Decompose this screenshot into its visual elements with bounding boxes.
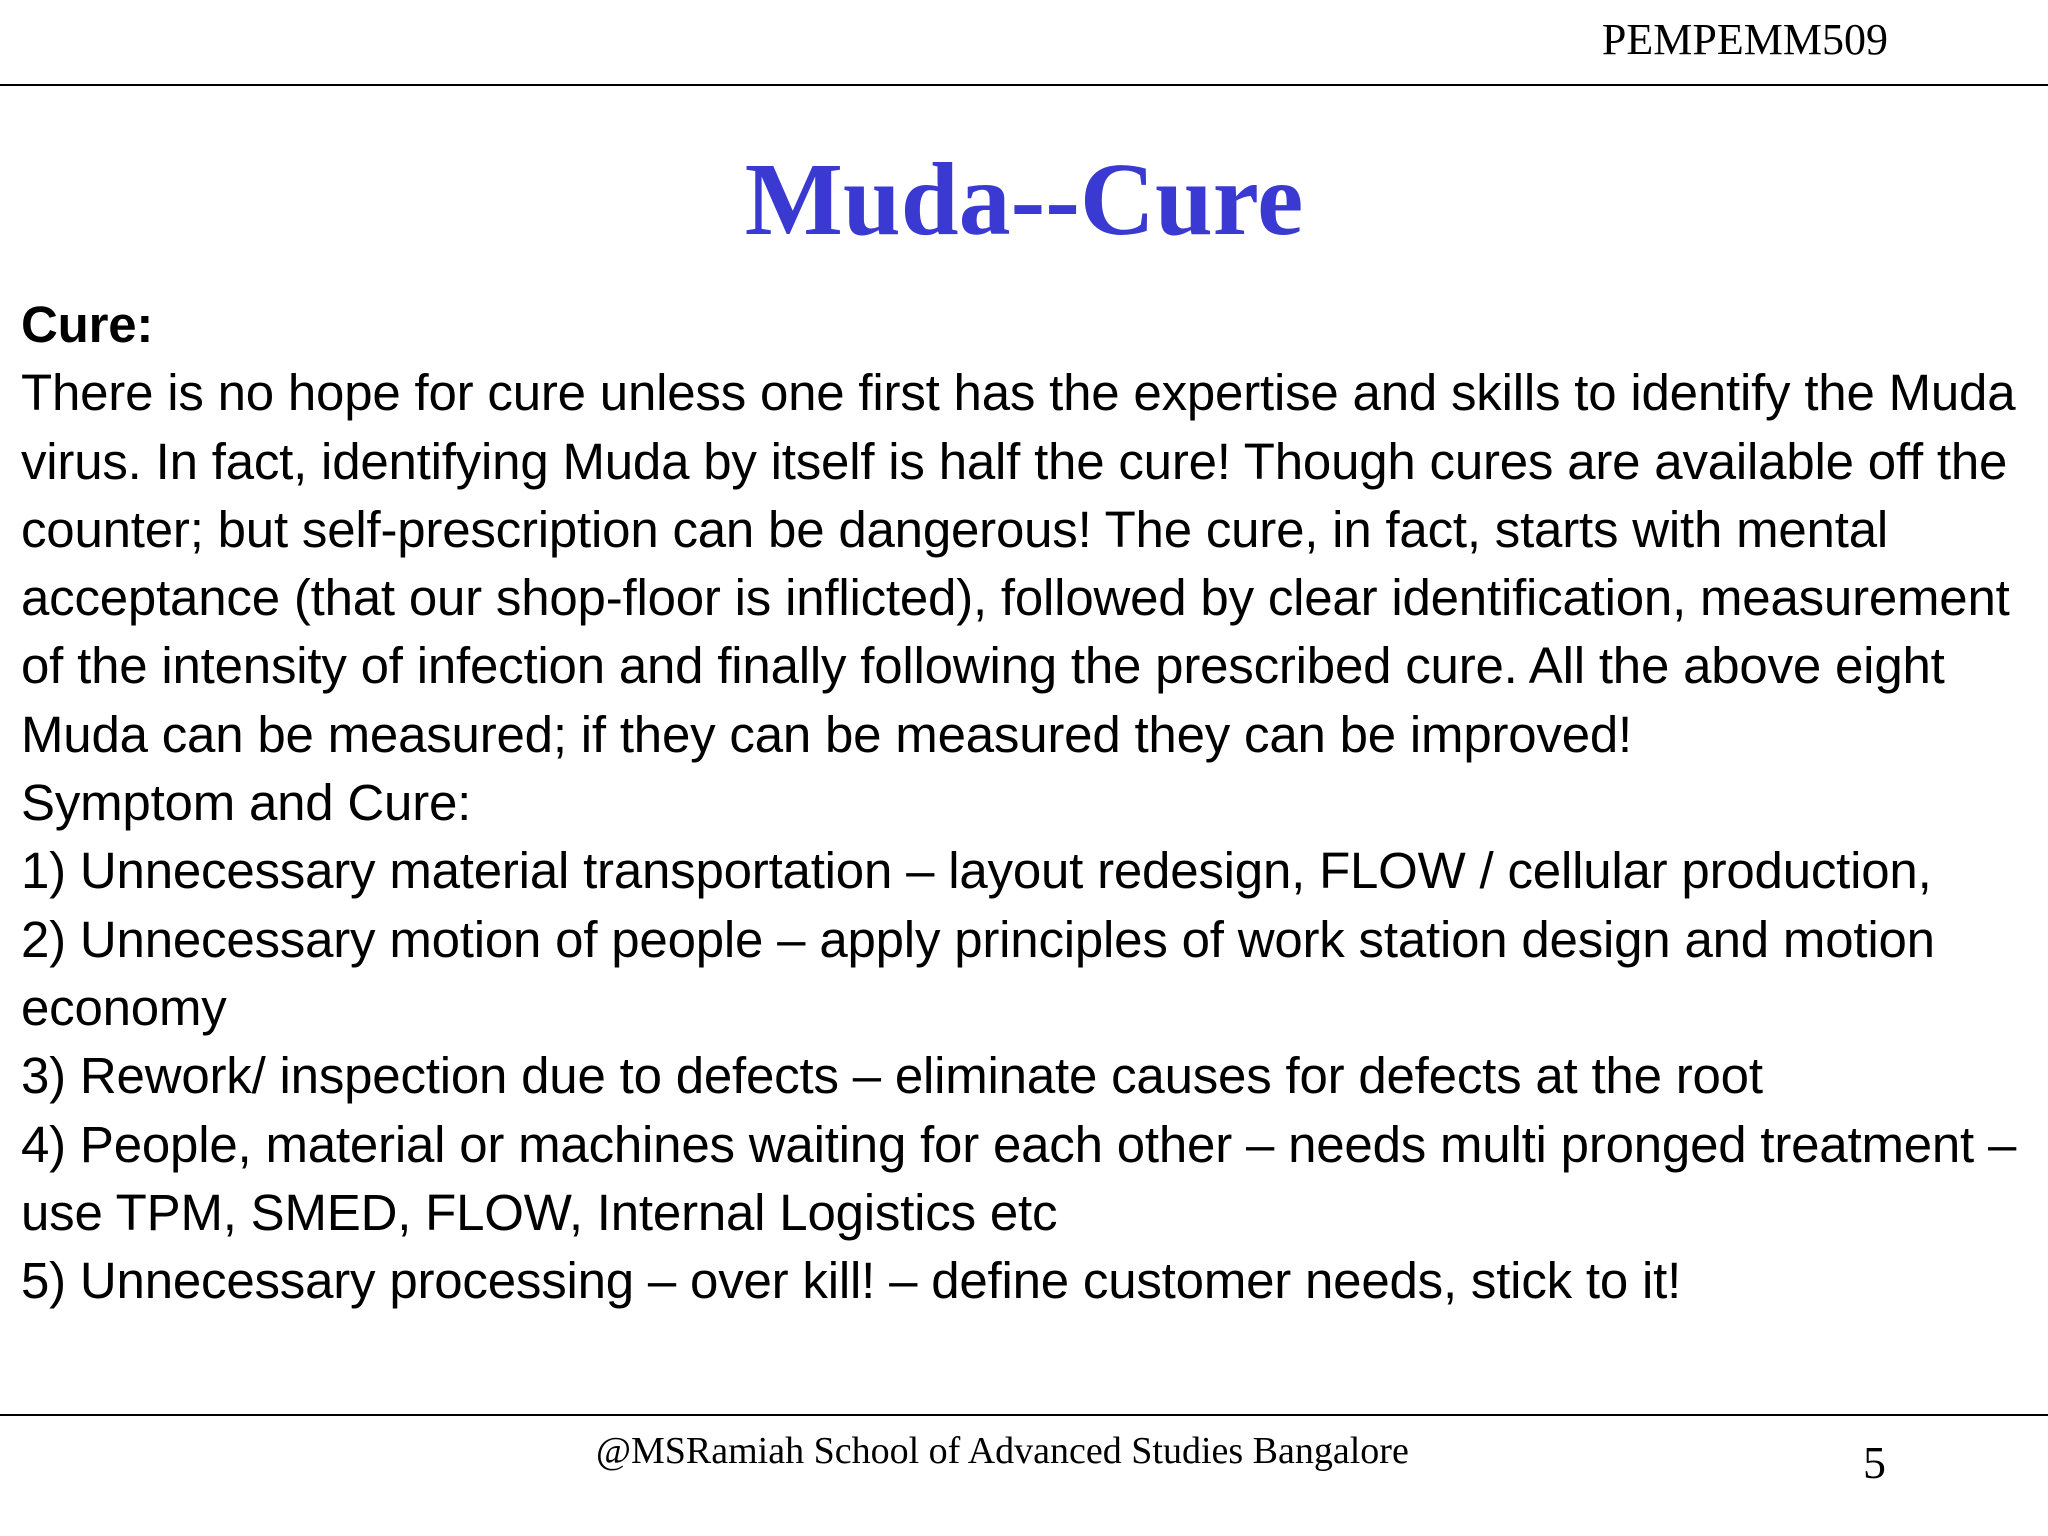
cure-heading: Cure: bbox=[21, 296, 154, 353]
slide-title: Muda--Cure bbox=[744, 142, 1304, 257]
list-item: 3) Rework/ inspection due to defects – eliminate causes for defects at the root bbox=[21, 1047, 1763, 1105]
list-item: 2) Unnecessary motion of people – apply principles of work station design and motion economy bbox=[21, 910, 1935, 1036]
symptom-heading: Symptom and Cure: bbox=[21, 774, 472, 832]
slide-body bbox=[21, 291, 2031, 1315]
footer-divider bbox=[0, 1414, 2048, 1416]
course-code: PEMPEMM509 bbox=[1601, 15, 1888, 64]
list-item: 5) Unnecessary processing – over kill! – define customer needs, stick to it! bbox=[21, 1252, 1682, 1310]
header-divider bbox=[0, 84, 2048, 86]
list-item: 4) People, material or machines waiting for each other – needs multi pronged treatment – use TPM, SMED, FLOW, Internal Logistics etc bbox=[21, 1115, 2017, 1241]
cure-paragraph: There is no hope for cure unless one first has the expertise and skills to identify the Muda virus. In fact, identifying Muda by itself is half the cure! Though cures are available off the counter; but self-prescription can be dangerous! The cure, in fact, starts with mental acceptance (that our shop-floor is inflicted), followed by clear identification, measurement of the intensity of infection and finally following the prescribed cure. All the above eight Muda can be measured; if they can be measured they can be improved! bbox=[21, 364, 2016, 763]
page-number: 5 bbox=[1863, 1437, 1886, 1488]
footer-institution: @MSRamiah School of Advanced Studies Bangalore bbox=[596, 1430, 1409, 1472]
list-item: 1) Unnecessary material transportation – layout redesign, FLOW / cellular production, bbox=[21, 842, 1932, 900]
